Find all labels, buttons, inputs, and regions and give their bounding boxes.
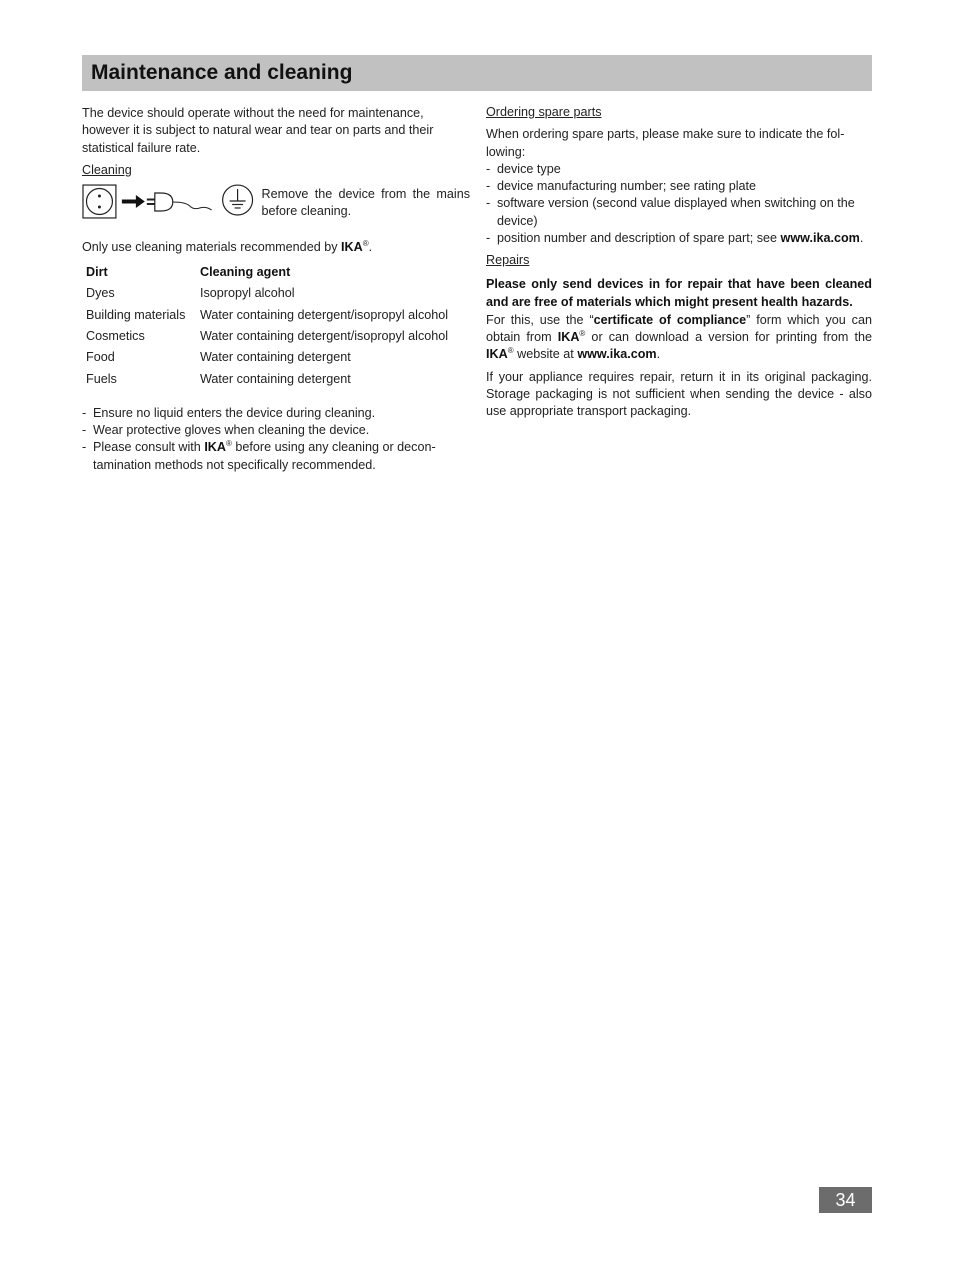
table-row	[86, 305, 448, 326]
table-row	[86, 347, 448, 368]
ordering-spare-parts-heading: Ordering spare parts	[486, 105, 602, 119]
plug-icon	[147, 193, 212, 211]
intro-paragraph: The device should operate without the need for maintenance, however it is subject to natural wear and tear on parts and their statistical failure rate.	[82, 106, 434, 155]
ground-symbol-icon	[223, 185, 253, 215]
appliance-repair-paragraph: If your appliance requires repair, return it in its original packaging. Storage packaging is not sufficient when sending the device - also use appropriate transport packaging.	[486, 369, 872, 419]
table-cell-dirt: Building materials	[86, 307, 186, 322]
table-cell-dirt: Food	[86, 350, 115, 365]
table-cell-agent: Water containing detergent/isopropyl alcohol	[200, 328, 449, 343]
spare-parts-list	[486, 161, 872, 247]
cleaning-agents-table	[86, 262, 448, 390]
list-item-consult: - Please consult with IKA® before using any cleaning or decon-tamination methods not specifically recommended.	[82, 439, 470, 474]
table-row	[86, 283, 448, 304]
list-item: - device manufacturing number; see rating plate	[486, 178, 872, 195]
table-cell-dirt: Fuels	[86, 371, 117, 386]
list-item: - software version (second value displayed when switching on the device)	[486, 195, 872, 230]
list-item: - device type	[486, 161, 872, 178]
section-header	[82, 55, 872, 91]
table-header-cleaning-agent: Cleaning agent	[200, 265, 291, 280]
list-item-position: - position number and description of spare part; see www.ika.com.	[486, 230, 872, 247]
unplug-symbols	[82, 184, 258, 220]
table-header-row	[86, 262, 448, 283]
repairs-heading: Repairs	[486, 253, 530, 268]
page-title: Maintenance and cleaning	[91, 61, 353, 84]
left-column	[82, 104, 470, 474]
cleaning-notes-list	[82, 405, 470, 474]
cleaning-heading: Cleaning	[82, 162, 132, 177]
table-cell-agent: Water containing detergent	[200, 371, 351, 386]
spare-parts-intro: When ordering spare parts, please make sure to indicate the fol-lowing:	[486, 127, 845, 159]
table-row	[86, 369, 448, 390]
table-cell-agent: Water containing detergent	[200, 350, 351, 365]
remove-from-mains-text: Remove the device from the mains before cleaning.	[261, 187, 470, 219]
table-cell-dirt: Dyes	[86, 286, 115, 301]
table-cell-agent: Water containing detergent/isopropyl alcohol	[200, 307, 449, 322]
table-cell-dirt: Cosmetics	[86, 328, 145, 343]
page-number: 34	[819, 1187, 872, 1213]
table-row	[86, 326, 448, 347]
list-item: - Wear protective gloves when cleaning the device.	[82, 422, 470, 439]
only-use-paragraph: Only use cleaning materials recommended by IKA®.	[82, 238, 373, 254]
table-cell-agent: Isopropyl alcohol	[200, 286, 295, 301]
socket-icon	[83, 185, 116, 218]
arrow-right-icon	[122, 195, 145, 208]
certificate-paragraph: For this, use the “certificate of compliance” form which you can obtain from IKA® or can download a version for printing from the IKA® website at www.ika.com.	[486, 312, 872, 362]
cleaning-icons-row	[82, 184, 470, 221]
ika-website-link: www.ika.com	[780, 231, 860, 246]
list-item: - Ensure no liquid enters the device during cleaning.	[82, 405, 470, 422]
repairs-warning: Please only send devices in for repair that have been cleaned and are free of materials which might present health hazards.	[486, 276, 872, 309]
table-header-dirt: Dirt	[86, 265, 108, 280]
right-column	[486, 104, 872, 420]
ika-website-link: www.ika.com	[577, 347, 657, 362]
